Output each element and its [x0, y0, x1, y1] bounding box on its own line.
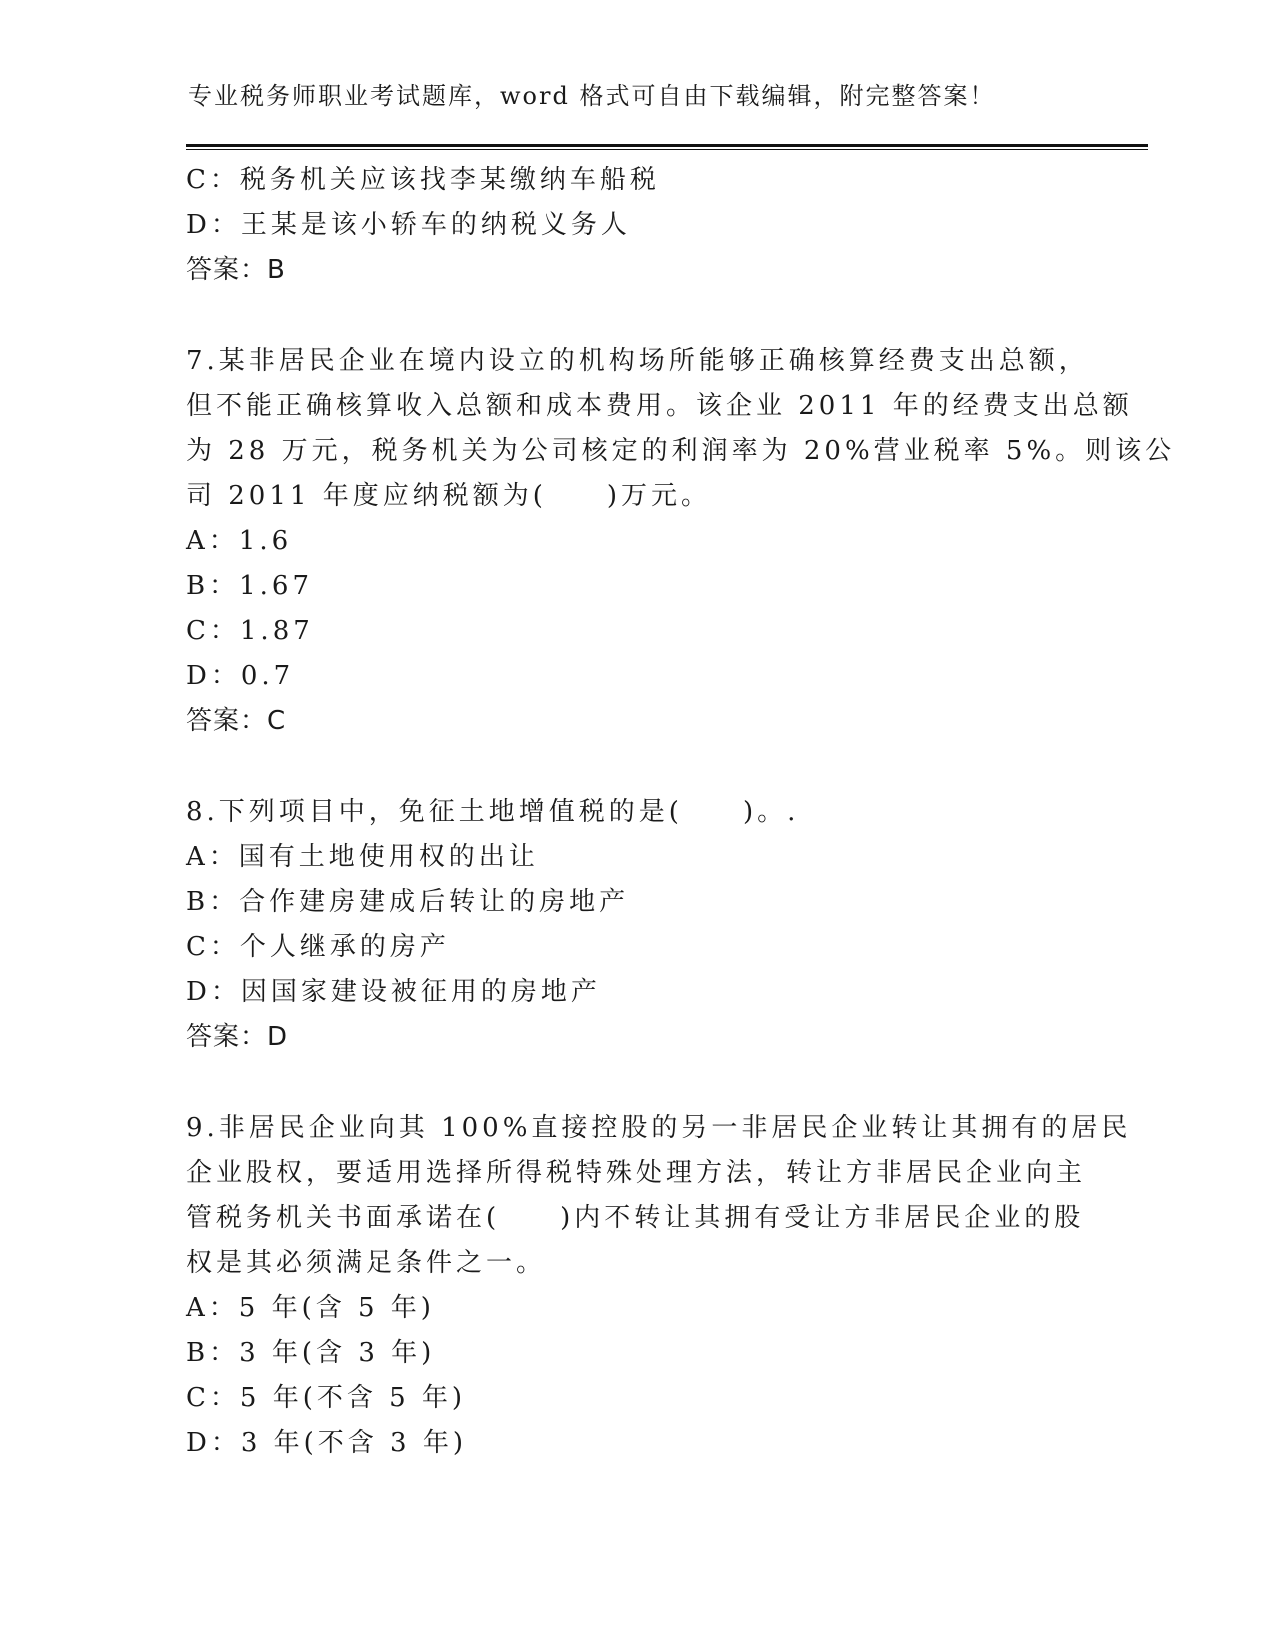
- q7-stem-line: 司 2011 年度应纳税额为( )万元。: [186, 481, 711, 511]
- q7-option-b: B：1.67: [186, 571, 313, 601]
- q7-option-a: A：1.6: [186, 526, 293, 556]
- q6-option-d: D：王某是该小轿车的纳税义务人: [186, 210, 631, 240]
- q8-option-a: A：国有土地使用权的出让: [186, 842, 539, 872]
- spacer: [186, 1060, 1086, 1106]
- q7-option-c: C：1.87: [186, 616, 314, 646]
- q7-stem-line: 但不能正确核算收入总额和成本费用。该企业 2011 年的经费支出总额: [186, 391, 1133, 421]
- q7-stem-line: 7.某非居民企业在境内设立的机构场所能够正确核算经费支出总额，: [186, 346, 1089, 376]
- q9-option-d: D：3 年(不含 3 年): [186, 1428, 468, 1458]
- q8-stem: 8.下列项目中，免征土地增值税的是( )。.: [186, 797, 800, 827]
- q8-answer: 答案：D: [186, 1022, 289, 1052]
- q7-answer: 答案：C: [186, 706, 287, 736]
- q9-stem-line: 管税务机关书面承诺在( )内不转让其拥有受让方非居民企业的股: [186, 1203, 1085, 1233]
- q7-option-d: D：0.7: [186, 661, 295, 691]
- q8-option-b: B：合作建房建成后转让的房地产: [186, 887, 630, 917]
- header-rule-thick: [186, 144, 1148, 147]
- q8-option-d: D：因国家建设被征用的房地产: [186, 977, 601, 1007]
- header-note: 专业税务师职业考试题库，word 格式可自由下载编辑，附完整答案！: [188, 82, 996, 110]
- q7-stem-line: 为 28 万元，税务机关为公司核定的利润率为 20%营业税率 5%。则该公: [186, 436, 1176, 466]
- q9-stem-line: 9.非居民企业向其 100%直接控股的另一非居民企业转让其拥有的居民: [186, 1113, 1132, 1143]
- question-content: [186, 158, 1176, 1466]
- q9-option-c: C：5 年(不含 5 年): [186, 1383, 467, 1413]
- q9-stem-line: 企业股权，要适用选择所得税特殊处理方法，转让方非居民企业向主: [186, 1158, 1087, 1188]
- q6-answer: 答案：B: [186, 255, 286, 285]
- q8-option-c: C：个人继承的房产: [186, 932, 450, 962]
- q9-stem-line: 权是其必须满足条件之一。: [186, 1248, 547, 1278]
- q9-option-b: B：3 年(含 3 年): [186, 1338, 436, 1368]
- header-rule-thin: [186, 149, 1148, 150]
- q6-option-c: C：税务机关应该找李某缴纳车船税: [186, 165, 660, 195]
- q9-option-a: A：5 年(含 5 年): [186, 1293, 435, 1323]
- spacer: [186, 744, 1086, 790]
- spacer: [186, 293, 1086, 339]
